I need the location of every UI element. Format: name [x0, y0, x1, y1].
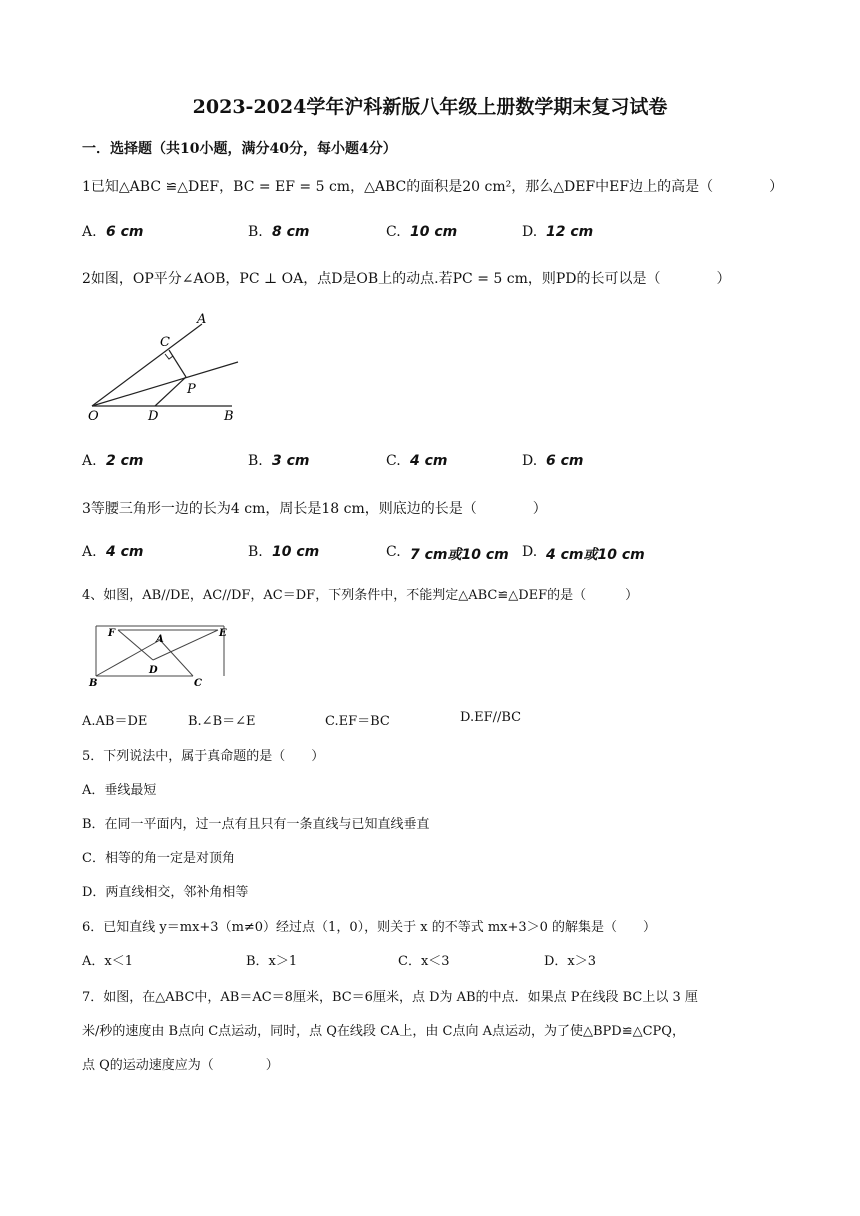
q5-option-a: A．垂线最短: [82, 783, 157, 798]
page-title: 2023-2024学年沪科新版八年级上册数学期末复习试卷: [192, 96, 668, 118]
q2-option-c-letter: C.: [386, 453, 401, 469]
q1-option-c-letter: C.: [386, 224, 401, 240]
q2-option-b: 3 cm: [272, 453, 310, 469]
q1-option-d: 12 cm: [546, 224, 594, 240]
q4-label-c: C: [194, 678, 202, 688]
question-6-stem: 6．已知直线 y＝mx+3（m≠0）经过点（1，0），则关于 x 的不等式 mx+3＞0 的解集是（ ）: [82, 920, 657, 935]
question-3-stem: 3等腰三角形一边的长为4 cm，周长是18 cm，则底边的长是（ ）: [82, 501, 547, 517]
q2-option-a-letter: A.: [82, 453, 97, 469]
section-heading: 一．选择题（共10小题，满分40分，每小题4分）: [82, 141, 397, 157]
q6-option-b: B．x＞1: [246, 954, 298, 969]
question-7-line-3: 点 Q的运动速度应为（ ）: [82, 1058, 279, 1073]
q4-label-d: D: [149, 665, 158, 676]
q1-option-a: 6 cm: [106, 224, 144, 240]
q1-option-c: 10 cm: [410, 224, 458, 240]
question-5-stem: 5．下列说法中，属于真命题的是（ ）: [82, 749, 325, 764]
q1-option-d-letter: D.: [522, 224, 538, 240]
q3-option-c-letter: C.: [386, 544, 401, 560]
q4-label-f: F: [108, 628, 116, 639]
q6-option-d: D．x＞3: [544, 954, 597, 969]
q1-option-b: 8 cm: [272, 224, 310, 240]
q2-option-b-letter: B.: [248, 453, 263, 469]
q1-option-b-letter: B.: [248, 224, 263, 240]
q4-triangles-figure: [86, 620, 232, 688]
q4-option-d: D.EF//BC: [460, 710, 522, 725]
q3-option-a: 4 cm: [106, 544, 144, 560]
q2-label-o: O: [88, 409, 99, 424]
question-1-stem: 1已知△ABC ≌△DEF，BC = EF = 5 cm，△ABC的面积是20 cm²，那么△DEF中EF边上的高是（ ）: [82, 179, 784, 195]
q3-option-a-letter: A.: [82, 544, 97, 560]
q2-option-d-letter: D.: [522, 453, 538, 469]
q2-label-b: B: [224, 409, 234, 424]
question-7-line-1: 7．如图，在△ABC中，AB＝AC＝8厘米，BC＝6厘米，点 D为 AB的中点．如果点 P在线段 BC上以 3 厘: [82, 990, 698, 1005]
q4-option-b: B.∠B＝∠E: [188, 714, 256, 729]
question-2-stem: 2如图，OP平分∠AOB，PC ⊥ OA，点D是OB上的动点.若PC = 5 cm，则PD的长可以是（ ）: [82, 271, 731, 287]
q4-option-c: C.EF＝BC: [325, 714, 390, 729]
q3-option-d-letter: D.: [522, 544, 538, 560]
q5-option-c: C．相等的角一定是对顶角: [82, 851, 235, 866]
q4-label-a: A: [156, 634, 164, 645]
q2-option-c: 4 cm: [410, 453, 448, 469]
q2-label-a: A: [197, 312, 207, 327]
q6-option-c: C．x＜3: [398, 954, 450, 969]
q6-option-a: A．x＜1: [82, 954, 133, 969]
question-4-stem: 4、如图，AB//DE，AC//DF，AC＝DF，下列条件中，不能判定△ABC≌△DEF的是（ ）: [82, 588, 639, 603]
q3-option-c: 7 cm或10 cm: [410, 547, 509, 563]
q4-label-b: B: [89, 678, 98, 688]
q2-label-c: C: [160, 335, 170, 350]
q2-option-d: 6 cm: [546, 453, 584, 469]
q3-option-d: 4 cm或10 cm: [546, 547, 645, 563]
q3-option-b-letter: B.: [248, 544, 263, 560]
q3-option-b: 10 cm: [272, 544, 320, 560]
q4-option-a: A.AB＝DE: [82, 714, 148, 729]
q2-label-d: D: [148, 409, 159, 424]
q5-option-d: D．两直线相交，邻补角相等: [82, 885, 249, 900]
q4-label-e: E: [219, 628, 227, 639]
q2-label-p: P: [187, 382, 196, 397]
q2-option-a: 2 cm: [106, 453, 144, 469]
q1-option-a-letter: A.: [82, 224, 97, 240]
q5-option-b: B．在同一平面内，过一点有且只有一条直线与已知直线垂直: [82, 817, 430, 832]
question-7-line-2: 米/秒的速度由 B点向 C点运动，同时，点 Q在线段 CA上，由 C点向 A点运动，为了使△BPD≌△CPQ，: [82, 1024, 685, 1039]
q2-angle-figure: [82, 306, 252, 426]
